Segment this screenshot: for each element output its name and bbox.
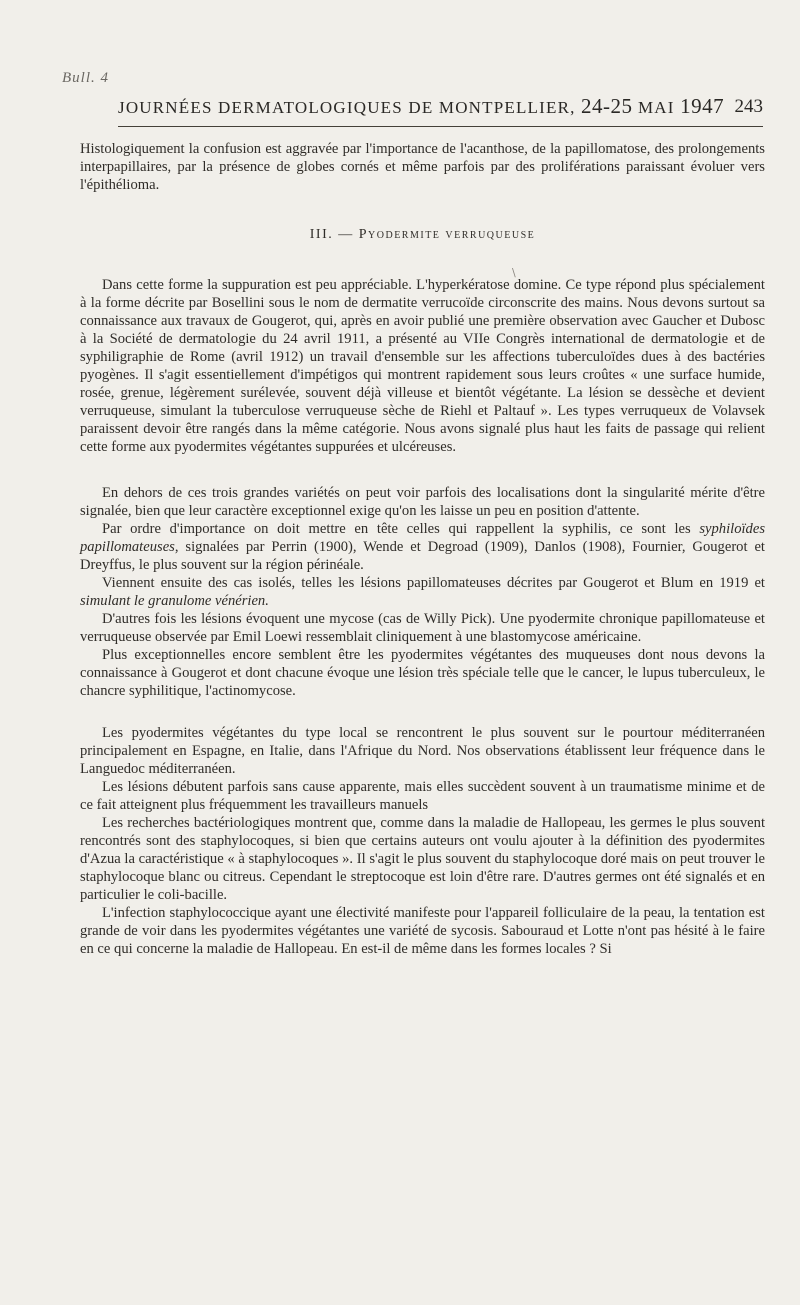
paragraph-5-a: Viennent ensuite des cas isolés, telles les lésions papillomateuses décrites par Gougerot et Blum en 1919 et — [102, 575, 765, 591]
paragraph-4-emphasis: syphiloïdes papillomateuses — [80, 521, 765, 555]
paragraph-5 — [80, 574, 765, 610]
section-title: III. — Pyodermite verruqueuse — [309, 227, 536, 242]
paragraph-3: En dehors de ces trois grandes variétés on peut voir parfois des localisations dont la singularité mérite d'être signalée, bien que leur caractère exceptionnel exige qu'on les laisse un peu en position d'attente. — [80, 485, 765, 519]
paragraph-10: Les recherches bactériologiques montrent que, comme dans la maladie de Hallopeau, les germes le plus souvent rencontrés sont des staphylocoques, si bien que certains auteurs ont voulu ajouter à la définition des pyodermites d'Azua la caractéristique « à staphylocoques ». Il s'agit le plus souvent du staphylocoque doré mais on peut trouver le staphylocoque blanc ou citreus. Cependant le streptocoque est loin d'être rare. D'autres germes ont été signalés et en particulier le coli-bacille. — [80, 815, 765, 903]
header-rule — [118, 126, 763, 127]
handwritten-note: Bull. 4 — [62, 70, 109, 86]
paragraph-4-a: Par ordre d'importance on doit mettre en tête celles qui rappellent la syphilis, ce sont les — [102, 521, 700, 537]
running-header-title — [118, 94, 724, 119]
header-title-date: 24-25 — [581, 94, 633, 118]
running-header — [118, 90, 763, 120]
paragraph-4 — [80, 520, 765, 574]
body-text — [80, 140, 765, 958]
paragraph-2: Dans cette forme la suppuration est peu appréciable. L'hyperkératose domine. Ce type répond plus spécialement à la forme décrite par Bosellini sous le nom de dermatite verrucoïde circonscrite des mains. Nous devons surtout sa connaissance aux travaux de Gougerot, qui, après en avoir publié une première observation avec Gaucher et Dubosc à la Société de dermatologie du 24 avril 1911, a présenté au VIIe Congrès international de dermatologie et de syphiligraphie de Rome (avril 1912) un travail d'ensemble sur les affections tuberculoïdes dues à des bactéries pyogènes. Il s'agit essentiellement d'impétigos qui montrent rapidement sous leurs croûtes « une surface humide, rosée, grenue, légèrement surélevée, souvent déjà villeuse et bientôt végétante. La lésion se dessèche et devient verruqueuse, simulant la tuberculose verruqueuse sèche de Riehl et Paltauf ». Les types verruqueux de Volavsek paraissent devoir être rangés dans la même catégorie. Nous avons signalé plus haut les faits de passage qui relient cette forme aux pyodermites végétantes suppurées et ulcéreuses. — [80, 277, 765, 455]
paragraph-4-b: , signalées par Perrin (1900), Wende et Degroad (1909), Danlos (1908), Fournier, Gougerot et Dreyffus, le plus souvent sur la région périnéale. — [80, 539, 765, 573]
header-title-prefix: JOURNÉES DERMATOLOGIQUES DE MONTPELLIER, — [118, 98, 582, 117]
paragraph-11: L'infection staphylococcique ayant une électivité manifeste pour l'appareil folliculaire de la peau, la tentation est grande de voir dans les pyodermites végétantes une variété de sycosis. Sabouraud et Lotte n'ont pas hésité à le faire en ce qui concerne la maladie de Hallopeau. En est-il de même dans les formes locales ? Si — [80, 905, 765, 957]
page-number: 243 — [734, 96, 763, 117]
paragraph-5-emphasis: simulant le granulome vénérien. — [80, 593, 269, 609]
header-title-month: MAI — [632, 98, 681, 117]
header-title-year: 1947 — [680, 94, 725, 118]
paragraph-6: D'autres fois les lésions évoquent une mycose (cas de Willy Pick). Une pyodermite chronique papillomateuse et verruqueuse observée par Emil Loewi ressemblait cliniquement à une blastomycose américaine. — [80, 611, 765, 645]
paragraph-7: Plus exceptionnelles encore semblent être les pyodermites végétantes des muqueuses dont nous devons la connaissance à Gougerot et dont chacune évoque une lésion très spéciale telle que le cancer, le lupus tuberculeux, le chancre syphilitique, l'actinomycose. — [80, 647, 765, 699]
stray-mark: \ — [512, 266, 516, 279]
paragraph-1: Histologiquement la confusion est aggravée par l'importance de l'acanthose, de la papillomatose, des prolongements interpapillaires, par la présence de globes cornés et même parfois par des proliférations paraissant évoluer vers l'épithélioma. — [80, 141, 765, 193]
paragraph-9: Les lésions débutent parfois sans cause apparente, mais elles succèdent souvent à un traumatisme minime et de ce fait atteignent plus fréquemment les travailleurs manuels — [80, 779, 765, 813]
paragraph-8: Les pyodermites végétantes du type local se rencontrent le plus souvent sur le pourtour méditerranéen principalement en Espagne, en Italie, dans l'Afrique du Nord. Nos observations établissent leur fréquence dans le Languedoc méditerranéen. — [80, 725, 765, 777]
